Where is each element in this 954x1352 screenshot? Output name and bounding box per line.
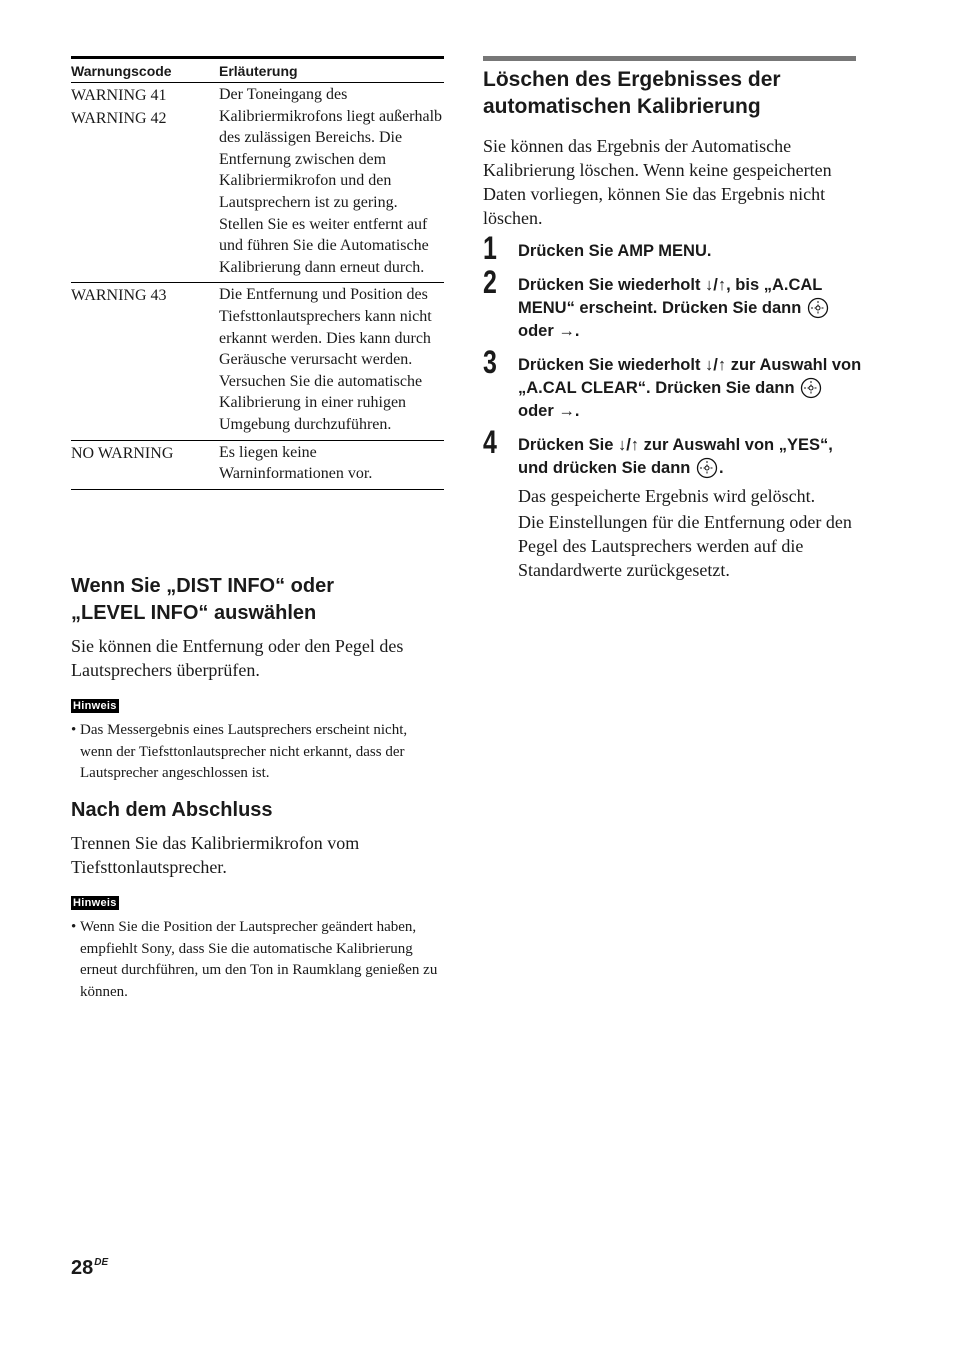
note-badge: Hinweis [73, 897, 117, 909]
step-text-part: Drücken Sie wiederholt ↓/↑, bis „A.CAL MENU“ erscheint. Drücken Sie dann [518, 276, 823, 317]
title-line: Löschen des Ergebnisses der [483, 68, 781, 91]
step-number: 2 [483, 264, 497, 300]
heading-line: „LEVEL INFO“ auswählen [71, 602, 317, 624]
table-row [71, 440, 444, 489]
step-text-part: Drücken Sie ↓/↑ zur Auswahl von „YES“, und drücken Sie dann [518, 436, 833, 477]
bullet-icon: • [71, 722, 77, 738]
table-cell-code [71, 83, 219, 283]
note-text: Das Messergebnis eines Lautsprechers erscheint nicht, wenn der Tiefsttonlautsprecher nicht erkannt, dass der Lautsprecher angeschlossen ist. [80, 722, 408, 782]
warning-code: WARNING 41 [71, 87, 167, 104]
step-text-part: oder →. [518, 322, 580, 340]
step-text [518, 354, 863, 423]
page-language: DE [94, 1257, 109, 1268]
step-text: Drücken Sie AMP MENU. [518, 242, 712, 260]
step-number: 4 [483, 424, 497, 460]
step-text-part: . [718, 459, 724, 477]
table-cell-explanation: Die Entfernung und Position des Tiefsttonlautsprechers kann nicht erkannt werden. Dies kann durch Geräusche verursacht werden. Versuchen Sie die automatische Kalibrierung in einer ruhigen Umgebung durchzuführen. [219, 283, 444, 440]
warning-code: WARNING 42 [71, 110, 167, 127]
table-header-explanation: Erläuterung [219, 58, 444, 83]
note-item [71, 720, 443, 785]
section-rule [483, 56, 856, 61]
table-cell-code [71, 283, 219, 440]
table-cell-explanation: Es liegen keine Warninformationen vor. [219, 440, 444, 489]
page-number-value: 28 [71, 1257, 94, 1279]
section-info-body: Sie können die Entfernung oder den Pegel des Lautsprechers überprüfen. [71, 636, 404, 680]
page-title [483, 66, 863, 120]
enter-button-icon [696, 457, 718, 479]
intro-text: Sie können das Ergebnis der Automatische Kalibrierung löschen. Wenn keine gespeicherten Daten vorliegen, können Sie das Ergebnis nicht löschen. [483, 136, 832, 228]
warning-code: WARNING 43 [71, 287, 167, 305]
enter-button-icon [807, 297, 829, 319]
step-result: Die Einstellungen für die Entfernung oder den Pegel des Lautsprechers werden auf die Standardwerte zurückgesetzt. [518, 512, 852, 580]
table-cell-code [71, 440, 219, 489]
step-text [518, 274, 863, 343]
title-line: automatischen Kalibrierung [483, 95, 761, 118]
section-heading-info [71, 573, 334, 627]
note-item [71, 917, 443, 1003]
section-heading-after: Nach dem Abschluss [71, 799, 273, 821]
page-number [71, 1257, 108, 1280]
step-text-part: oder →. [518, 402, 580, 420]
warning-code: NO WARNING [71, 444, 174, 462]
bullet-icon: • [71, 919, 77, 935]
table-header-code: Warnungscode [71, 58, 219, 83]
step-text [518, 434, 863, 480]
heading-line: Wenn Sie „DIST INFO“ oder [71, 575, 334, 597]
table-cell-explanation: Der Toneingang des Kalibriermikrofons liegt außerhalb des zulässigen Bereichs. Die Entfernung zwischen dem Kalibriermikrofon und den Lautsprechern ist zu gering. Stellen Sie es weiter entfernt auf und führen Sie die Automatische Kalibrierung dann erneut durch. [219, 83, 444, 283]
step-result: Das gespeicherte Ergebnis wird gelöscht. [518, 486, 816, 506]
table-row [71, 83, 444, 283]
warning-code-table [71, 56, 444, 490]
step-number: 3 [483, 344, 497, 380]
step-text-part: Drücken Sie wiederholt ↓/↑ zur Auswahl von „A.CAL CLEAR“. Drücken Sie dann [518, 356, 862, 397]
note-text: Wenn Sie die Position der Lautsprecher geändert haben, empfiehlt Sony, dass Sie die automatische Kalibrierung erneut durchführen, um den Ton in Raumklang genießen zu können. [80, 919, 438, 1000]
note-badge: Hinweis [73, 700, 117, 712]
section-after-body: Trennen Sie das Kalibriermikrofon vom Tiefsttonlautsprecher. [71, 833, 360, 877]
table-row [71, 283, 444, 440]
step-number: 1 [483, 230, 497, 266]
enter-button-icon [800, 377, 822, 399]
